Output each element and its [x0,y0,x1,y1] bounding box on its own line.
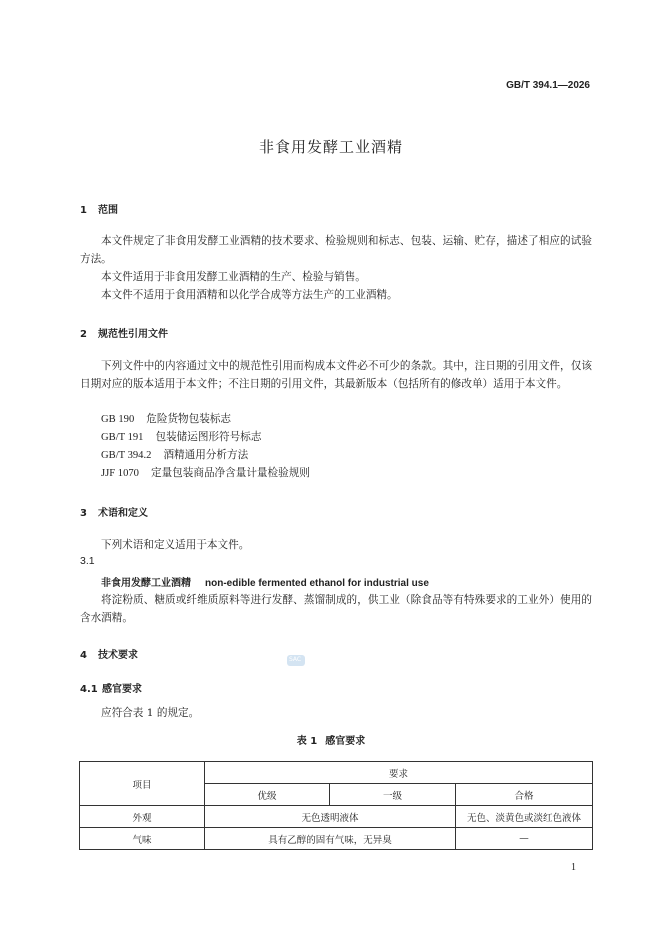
row-superior-first: 无色透明液体 [205,806,456,828]
table-header-row [80,762,593,784]
reference-item [101,447,248,462]
reference-item [101,429,261,444]
grade-first: 一级 [330,784,456,806]
paragraph: 下列文件中的内容通过文中的规范性引用而构成本文件必不可少的条款。其中，注日期的引用文件，仅该日期对应的版本适用于本文件；不注日期的引用文件，其最新版本（包括所有的修改单）适用于本文件。 [80,360,592,390]
reference-code: GB/T 394.2 [101,450,152,461]
term-en: non-edible fermented ethanol for industrial use [205,578,429,589]
reference-code: GB/T 191 [101,432,144,443]
page-number: 1 [571,862,576,873]
term-definition: 将淀粉质、糖质或纤维质原料等进行发酵、蒸馏制成的，供工业（除食品等有特殊要求的工业外）使用的含水酒精。 [80,594,592,624]
section-number: 1 [80,205,87,216]
term-zh: 非食用发酵工业酒精 [101,578,191,589]
header-requirement: 要求 [205,762,593,784]
reference-code: GB 190 [101,414,135,425]
section-title: 规范性引用文件 [98,329,168,340]
paragraph: 本文件适用于非食用发酵工业酒精的生产、检验与销售。 [101,271,366,283]
term-name [101,574,429,589]
term-entry-number: 3.1 [80,555,95,567]
grade-qualified: 合格 [456,784,593,806]
document-title: 非食用发酵工业酒精 [258,138,403,156]
reference-code: JJF 1070 [101,468,139,479]
header-item: 项目 [80,762,205,806]
section-heading-normative-references [80,325,168,340]
sac-watermark: SAC [287,655,305,666]
section-heading-technical-requirements [80,646,138,661]
reference-title: 包装储运图形符号标志 [155,431,262,443]
row-superior-first: 具有乙醇的固有气味，无异臭 [205,828,456,850]
table-row [80,828,593,850]
section-title: 术语和定义 [98,508,148,519]
section-number: 2 [80,329,87,340]
section-heading-terms [80,504,148,519]
table-caption [0,732,662,747]
table-row [80,806,593,828]
subsection-heading-sensory [80,680,142,695]
sensory-requirements-table [79,761,593,850]
row-qualified: — [456,828,593,850]
table-label: 表 1 [296,736,318,747]
table-caption-text: 感官要求 [325,736,366,747]
paragraph: 本文件规定了非食用发酵工业酒精的技术要求、检验规则和标志、包装、运输、贮存，描述了相应的试验方法。 [80,235,592,265]
reference-title: 酒精通用分析方法 [163,449,249,461]
row-item: 外观 [80,806,205,828]
reference-title: 危险货物包装标志 [146,413,232,425]
standard-number: GB/T 394.1—2026 [506,80,590,91]
row-item: 气味 [80,828,205,850]
grade-superior: 优级 [205,784,330,806]
section-number: 3 [80,508,87,519]
reference-item [101,411,231,426]
subsection-number: 4.1 [80,684,98,695]
section-title: 范围 [98,205,118,216]
section-title: 技术要求 [98,650,138,661]
paragraph: 应符合表 1 的规定。 [101,707,200,719]
reference-item [101,465,310,480]
subsection-title: 感官要求 [102,684,142,695]
paragraph: 下列术语和定义适用于本文件。 [101,539,250,551]
section-number: 4 [80,650,87,661]
section-heading-scope [80,201,118,216]
reference-title: 定量包装商品净含量计量检验规则 [150,467,310,479]
paragraph: 本文件不适用于食用酒精和以化学合成等方法生产的工业酒精。 [101,289,398,301]
row-qualified: 无色、淡黄色或淡红色液体 [456,806,593,828]
